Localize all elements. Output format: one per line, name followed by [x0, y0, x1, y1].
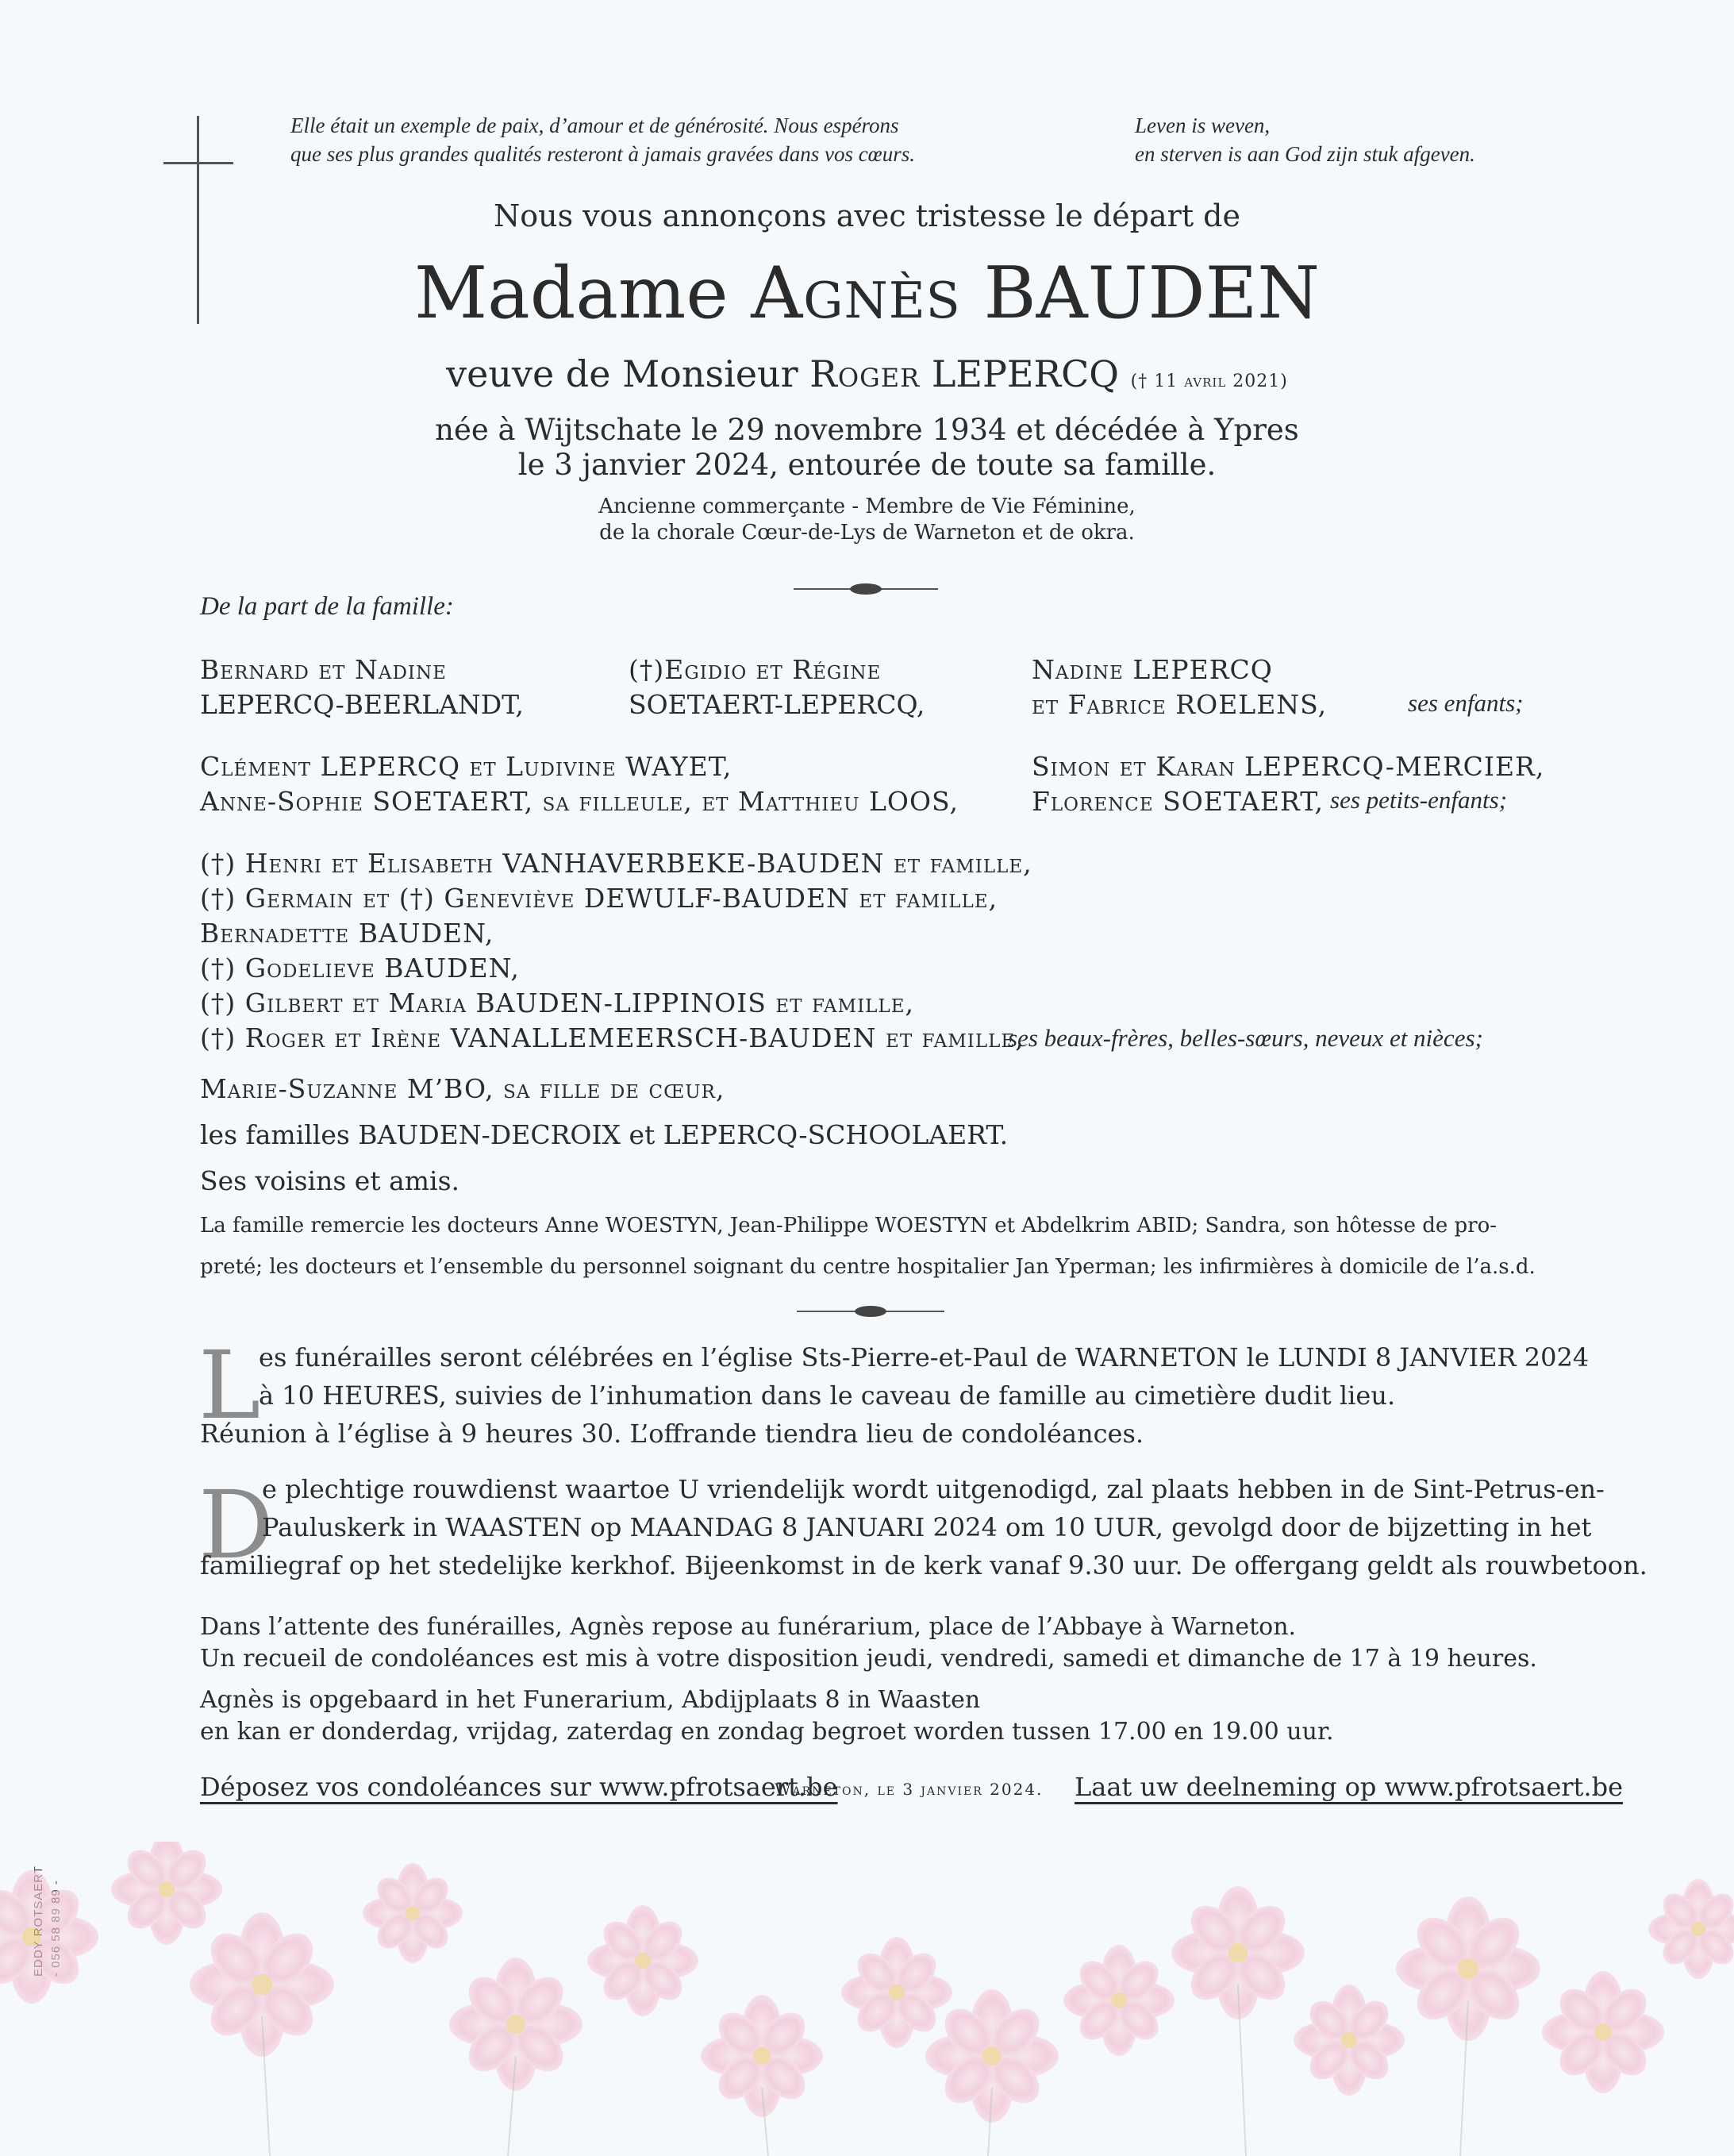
grandchildren-col2-line2: Florence SOETAERT,: [1032, 786, 1324, 817]
quote-french-line2: que ses plus grandes qualités resteront à jamais gravées dans vos cœurs.: [290, 142, 915, 166]
thanks-line2: preté; les docteurs et l’ensemble du personnel soignant du centre hospitalier Jan Yperman; les infirmières à domicile de l’a.s.d.: [200, 1255, 1536, 1279]
visit-nl: [200, 1684, 1334, 1748]
children-col2-line2: SOETAERT-LEPERCQ,: [629, 689, 925, 720]
children-col1-line1: Bernard et Nadine: [200, 654, 447, 685]
sibling-row: (†) Roger et Irène VANALLEMEERSCH-BAUDEN et famille,: [200, 1022, 1025, 1053]
ornament-divider-2: [797, 1299, 944, 1323]
family-intro: De la part de la famille:: [200, 592, 454, 621]
other-family-3: Ses voisins et amis.: [200, 1165, 460, 1196]
flowers-decoration: [0, 1842, 1734, 2156]
children-role: ses enfants;: [1408, 689, 1524, 717]
children-col3: [1032, 653, 1327, 722]
deceased-name: [0, 254, 1734, 333]
sibling-row: (†) Godelieve BAUDEN,: [200, 953, 520, 984]
drop-cap-l: L: [198, 1330, 261, 1440]
visit-fr-line1: Dans l’attente des funérailles, Agnès repose au funérarium, place de l’Abbaye à Warneton.: [200, 1613, 1297, 1641]
grandchildren-col2-line1: Simon et Karan LEPERCQ-MERCIER,: [1032, 751, 1545, 782]
roles-line1: Ancienne commerçante - Membre de Vie Féminine,: [598, 495, 1136, 518]
funeral-fr-line2: à 10 HEURES, suivies de l’inhumation dans le caveau de famille au cimetière dudit lieu.: [259, 1380, 1396, 1411]
children-col1: [200, 653, 524, 722]
quote-french: [290, 111, 915, 168]
grandchildren-col1-line2: Anne-Sophie SOETAERT, sa filleule, et Matthieu LOOS,: [200, 786, 959, 817]
deceased-prefix: Madame: [413, 252, 729, 335]
siblings-list: [200, 846, 1032, 1056]
sibling-row: (†) Henri et Elisabeth VANHAVERBEKE-BAUDEN et famille,: [200, 848, 1032, 879]
condolences-link-nl[interactable]: Laat uw deelneming op www.pfrotsaert.be: [1075, 1772, 1623, 1802]
roles-line2: de la chorale Cœur-de-Lys de Warneton et de okra.: [599, 521, 1135, 545]
quote-french-line1: Elle était un exemple de paix, d’amour et de générosité. Nous espérons: [290, 114, 899, 137]
thanks-line1: La famille remercie les docteurs Anne WOESTYN, Jean-Philippe WOESTYN et Abdelkrim ABID; Sandra, son hôtesse de pro-: [200, 1214, 1498, 1238]
announcement: Nous vous annonçons avec tristesse le départ de: [494, 198, 1240, 233]
grandchildren-col1: [200, 749, 959, 819]
children-col3-line1: Nadine LEPERCQ: [1032, 654, 1273, 685]
funeral-nl-line3: familiegraf op het stedelijke kerkhof. Bijeenkomst in de kerk vanaf 9.30 uur. De offergang geldt als rouwbetoon.: [200, 1550, 1647, 1580]
children-col2: [629, 653, 925, 722]
quote-dutch-line1: Leven is weven,: [1135, 114, 1271, 137]
widow-last-name: LEPERCQ: [931, 352, 1120, 395]
widow-text: veuve de Monsieur: [446, 352, 798, 395]
deceased-first-name: Agnès: [751, 252, 961, 335]
birth-line2: le 3 janvier 2024, entourée de toute sa famille.: [517, 448, 1217, 482]
children-col2-line1: (†)Egidio et Régine: [629, 654, 882, 685]
other-family-2: les familles BAUDEN-DECROIX et LEPERCQ-SCHOOLAERT.: [200, 1119, 1009, 1150]
visit-fr-line2: Un recueil de condoléances est mis à votre disposition jeudi, vendredi, samedi et dimanche de 17 à 19 heures.: [200, 1645, 1537, 1673]
sibling-row: Bernadette BAUDEN,: [200, 918, 494, 949]
funeral-fr-line1: es funérailles seront célébrées en l’église Sts-Pierre-et-Paul de WARNETON le LUNDI 8 JANVIER 2024: [259, 1342, 1590, 1373]
condolences-link-fr[interactable]: Déposez vos condoléances sur www.pfrotsaert.be: [200, 1772, 838, 1802]
widow-first-name: Roger: [809, 352, 921, 395]
funeral-nl-line2: Pauluskerk in WAASTEN op MAANDAG 8 JANUARI 2024 om 10 UUR, gevolgd door de bijzetting in het: [262, 1512, 1592, 1542]
other-family-1: Marie-Suzanne M’BO, sa fille de cœur,: [200, 1073, 725, 1104]
sibling-row: (†) Germain et (†) Geneviève DEWULF-BAUDEN et famille,: [200, 883, 998, 914]
children-col3-line2: et Fabrice ROELENS,: [1032, 689, 1328, 720]
visit-nl-line1: Agnès is opgebaard in het Funerarium, Abdijplaats 8 in Waasten: [200, 1686, 981, 1714]
roles-info: [0, 494, 1734, 546]
birth-line1: née à Wijtschate le 29 novembre 1934 et décédée à Ypres: [435, 413, 1299, 447]
siblings-role: ses beaux-frères, belles-sœurs, neveux et nièces;: [1008, 1024, 1483, 1052]
grandchildren-role: ses petits-enfants;: [1330, 786, 1507, 814]
widow-death-date: († 11 avril 2021): [1130, 372, 1288, 391]
cross-icon-bar: [163, 162, 233, 164]
visit-fr: [200, 1611, 1537, 1675]
ornament-divider: [794, 577, 938, 601]
widow-line: [0, 352, 1734, 395]
funeral-nl-line1: e plechtige rouwdienst waartoe U vriendelijk wordt uitgenodigd, zal plaats hebben in de Sint-Petrus-en-: [262, 1474, 1605, 1504]
deceased-last-name: BAUDEN: [983, 252, 1321, 335]
grandchildren-col1-line1: Clément LEPERCQ et Ludivine WAYET,: [200, 751, 732, 782]
funeral-fr-line3: Réunion à l’église à 9 heures 30. L’offrande tiendra lieu de condoléances.: [200, 1419, 1144, 1449]
sibling-row: (†) Gilbert et Maria BAUDEN-LIPPINOIS et famille,: [200, 988, 914, 1018]
quote-dutch: [1135, 111, 1475, 168]
place-date: Warneton, le 3 janvier 2024.: [775, 1780, 1044, 1799]
thanks-text: [200, 1205, 1536, 1288]
visit-nl-line2: en kan er donderdag, vrijdag, zaterdag en zondag begroet worden tussen 17.00 en 19.00 uur.: [200, 1718, 1334, 1746]
birth-death-info: [0, 413, 1734, 483]
quote-dutch-line2: en sterven is aan God zijn stuk afgeven.: [1135, 142, 1475, 166]
drop-cap-d: D: [198, 1470, 274, 1580]
children-col1-line2: LEPERCQ-BEERLANDT,: [200, 689, 524, 720]
